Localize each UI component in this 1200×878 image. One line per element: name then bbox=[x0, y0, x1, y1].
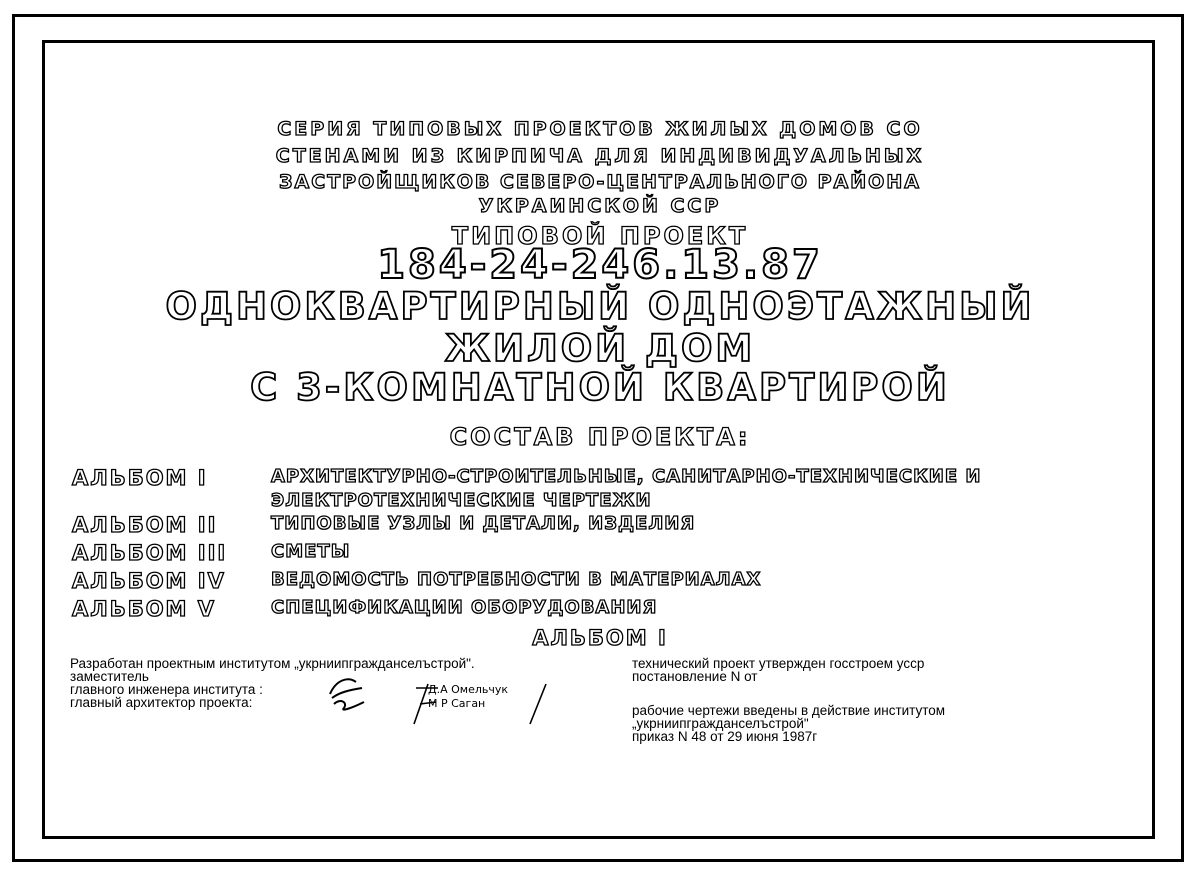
institute-text: „укрниипгражданселъстрой" bbox=[632, 716, 809, 731]
album-1-description-2: ЭЛЕКТРОТЕХНИЧЕСКИЕ ЧЕРТЕЖИ bbox=[271, 490, 652, 511]
house-title-line-2: ЖИЛОЙ ДОМ bbox=[444, 327, 756, 370]
house-title-line-1: ОДНОКВАРТИРНЫЙ ОДНОЭТАЖНЫЙ bbox=[165, 285, 1035, 328]
project-number: 184-24-246.13.87 bbox=[377, 242, 823, 288]
series-title-line-2: СТЕНАМИ ИЗ КИРПИЧА ДЛЯ ИНДИВИДУАЛЬНЫХ bbox=[275, 145, 925, 167]
deputy-label: заместитель bbox=[70, 669, 149, 684]
series-title-line-4: УКРАИНСКОЙ ССР bbox=[478, 195, 722, 217]
signature-engineer bbox=[326, 672, 368, 720]
album-3-label: АЛЬБОМ III bbox=[72, 541, 228, 565]
album-2-description: ТИПОВЫЕ УЗЛЫ И ДЕТАЛИ, ИЗДЕЛИЯ bbox=[271, 513, 696, 534]
project-label: ТИПОВОЙ ПРОЕКТ bbox=[451, 222, 749, 250]
album-1-description: АРХИТЕКТУРНО-СТРОИТЕЛЬНЫЕ, САНИТАРНО-ТЕХНИЧЕСКИЕ И bbox=[271, 466, 982, 487]
album-2-label: АЛЬБОМ II bbox=[72, 513, 218, 537]
current-album: АЛЬБОМ I bbox=[532, 626, 668, 650]
approved-text: технический проект утвержден госстроем усср bbox=[632, 656, 925, 671]
signature-slash bbox=[526, 680, 550, 726]
album-4-description: ВЕДОМОСТЬ ПОТРЕБНОСТИ В МАТЕРИАЛАХ bbox=[271, 569, 762, 590]
order-text: приказ N 48 от 29 июня 1987г bbox=[632, 729, 818, 744]
album-5-label: АЛЬБОМ V bbox=[72, 597, 217, 621]
signer-name-1: Д.А Омельчук bbox=[428, 683, 509, 696]
series-title-line-1: СЕРИЯ ТИПОВЫХ ПРОЕКТОВ ЖИЛЫХ ДОМОВ СО bbox=[277, 118, 923, 140]
developed-by: Разработан проектным институтом „укрниипгражданселъстрой". bbox=[70, 656, 475, 671]
chief-engineer-label: главного инженера института : bbox=[70, 682, 263, 697]
decree-text: постановление N от bbox=[632, 669, 758, 684]
chief-architect-label: главный архитектор проекта: bbox=[70, 695, 253, 710]
signer-name-2: М Р Саган bbox=[428, 697, 486, 710]
album-4-label: АЛЬБОМ IV bbox=[72, 569, 226, 593]
album-5-description: СПЕЦИФИКАЦИИ ОБОРУДОВАНИЯ bbox=[271, 597, 658, 618]
drawings-text: рабочие чертежи введены в действие институтом bbox=[632, 703, 946, 718]
series-title-line-3: ЗАСТРОЙЩИКОВ СЕВЕРО-ЦЕНТРАЛЬНОГО РАЙОНА bbox=[279, 171, 921, 193]
composition-title: СОСТАВ ПРОЕКТА: bbox=[449, 423, 751, 451]
album-3-description: СМЕТЫ bbox=[271, 541, 351, 562]
album-1-label: АЛЬБОМ I bbox=[72, 466, 208, 490]
house-title-line-3: С 3-КОМНАТНОЙ КВАРТИРОЙ bbox=[250, 366, 950, 409]
